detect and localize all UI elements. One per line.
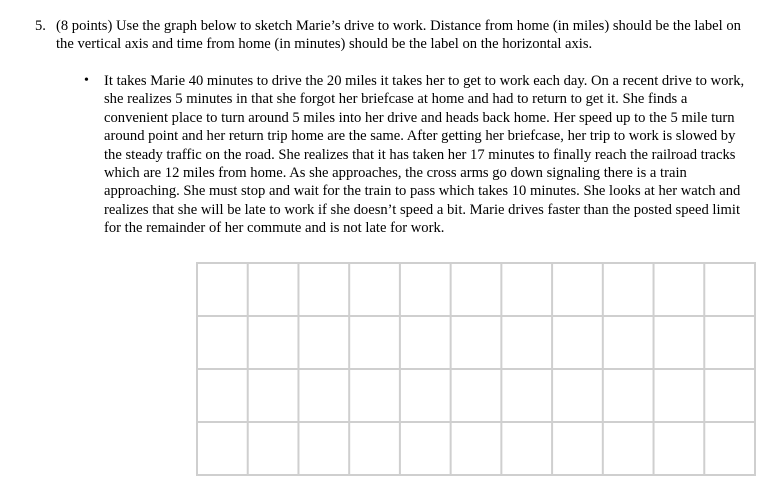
scenario-line: realizes that she will be late to work if she doesn’t speed a bit. Marie drives faster than the posted speed limit (104, 201, 740, 218)
bullet-marker: • (84, 73, 89, 88)
question-line: the vertical axis and time from home (in minutes) should be the label on the horizontal axis. (56, 36, 593, 52)
scenario-line: which are 12 miles from home. As she approaches, the cross arms go down signaling there is a train (104, 165, 687, 182)
question-number: 5. (35, 18, 46, 34)
scenario-line: for the remainder of her commute and is not late for work. (104, 220, 445, 237)
scenario-line: It takes Marie 40 minutes to drive the 20 miles it takes her to get to work each day. On a recent drive to work, (104, 73, 745, 89)
scenario-line: around point and her return trip home are the same. After getting her briefcase, her trip to work is slowed by (104, 128, 736, 145)
sketch-grid[interactable] (196, 262, 756, 476)
question-prompt (56, 17, 756, 53)
scenario-line: the steady traffic on the road. She realizes that it has taken her 17 minutes to finally reach the railroad tracks (104, 146, 736, 163)
scenario-paragraph (104, 72, 764, 238)
scenario-line: approaching. She must stop and wait for the train to pass which takes 10 minutes. She looks at her watch and (104, 183, 741, 200)
scenario-line: convenient place to turn around 5 miles into her drive and heads back home. Her speed up to the 5 mile turn (104, 109, 735, 126)
grid-lines (196, 262, 756, 476)
question-line: (8 points) Use the graph below to sketch Marie’s drive to work. Distance from home (in miles) should be the label on (56, 18, 741, 34)
scenario-line: she realizes 5 minutes in that she forgot her briefcase at home and had to return to get it. She finds a (104, 91, 688, 108)
